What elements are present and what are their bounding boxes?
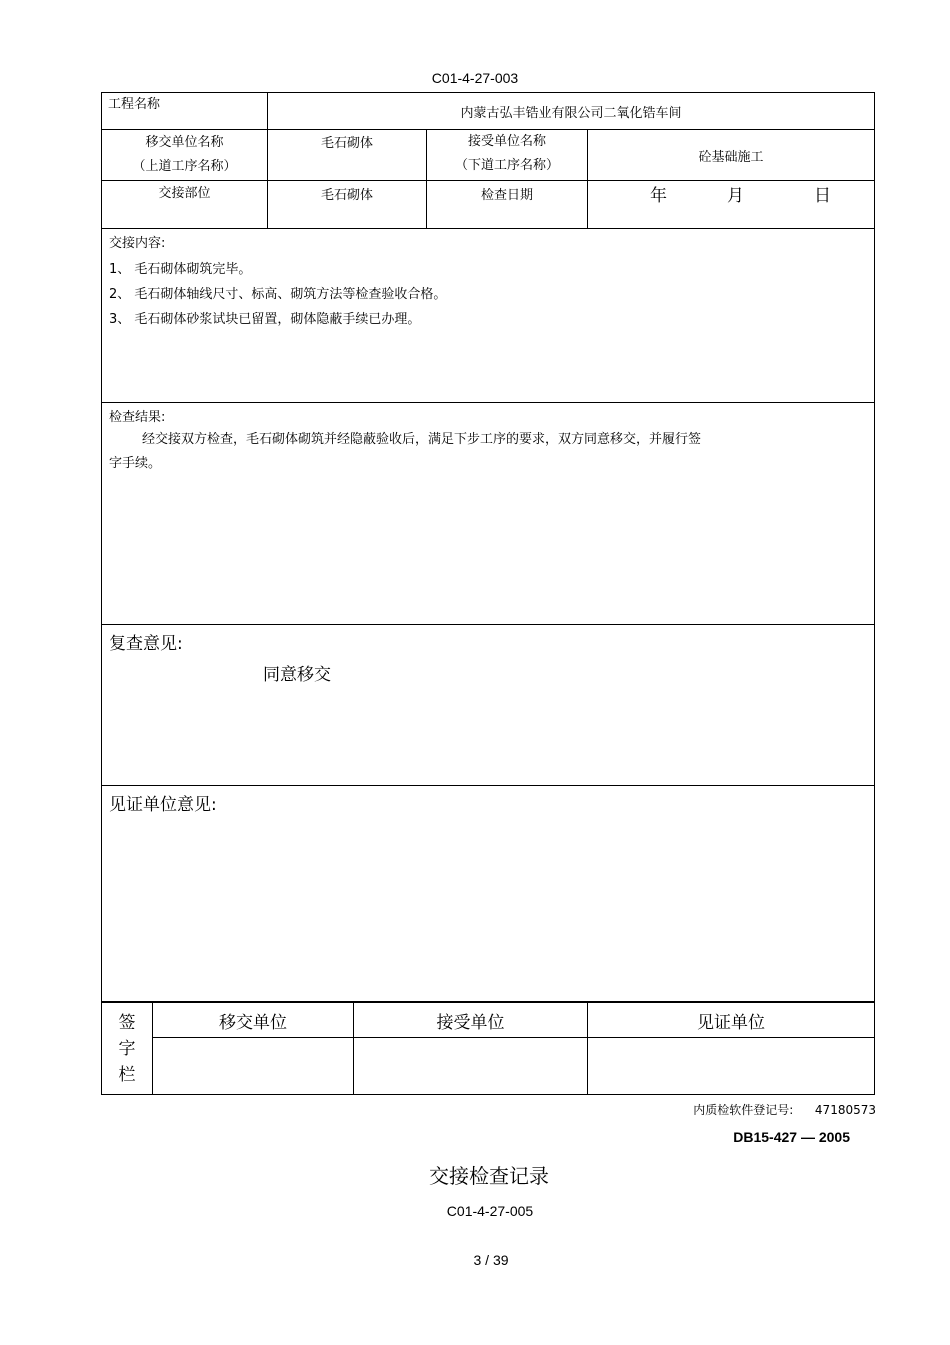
receive-unit-label-line2: （下道工序名称） xyxy=(454,158,559,173)
form-code: C01-4-27-003 xyxy=(431,70,519,86)
handover-unit-label xyxy=(102,130,268,181)
date-day: 日 xyxy=(814,186,831,206)
handover-unit-value: 毛石砌体 xyxy=(268,130,427,181)
sig-witness-unit-cell[interactable] xyxy=(588,1038,875,1095)
sig-witness-unit-header: 见证单位 xyxy=(588,1003,875,1038)
review-opinion-section xyxy=(102,625,875,786)
content-item-2: 2、 毛石砌体轴线尺寸、标高、砌筑方法等检查验收合格。 xyxy=(109,287,447,302)
receive-unit-label-line1: 接受单位名称 xyxy=(467,134,546,149)
handover-part-label: 交接部位 xyxy=(102,181,268,229)
receive-unit-value: 砼基础施工 xyxy=(588,130,875,181)
date-year: 年 xyxy=(650,186,667,206)
sig-receive-unit-header: 接受单位 xyxy=(354,1003,588,1038)
sig-handover-unit-header: 移交单位 xyxy=(153,1003,354,1038)
project-name-label: 工程名称 xyxy=(102,93,268,130)
result-line-2: 字手续。 xyxy=(109,456,162,471)
next-document-title: 交接检查记录 xyxy=(429,1164,549,1188)
handover-unit-label-line2: （上道工序名称） xyxy=(132,159,237,174)
witness-opinion-label: 见证单位意见: xyxy=(109,795,217,815)
handover-content-label: 交接内容: xyxy=(109,236,166,251)
inspection-date-label: 检查日期 xyxy=(427,181,588,229)
handover-unit-label-line1: 移交单位名称 xyxy=(145,135,224,150)
inspection-date-value xyxy=(588,181,875,229)
software-registration xyxy=(693,1101,876,1118)
registration-number: 47180573 xyxy=(814,1103,876,1117)
page-number: 3 / 39 xyxy=(473,1252,509,1268)
sign-char-1: 签 xyxy=(118,1012,136,1033)
inspection-result-section xyxy=(102,403,875,625)
sign-char-2: 字 xyxy=(118,1038,136,1059)
handover-inspection-form xyxy=(101,92,875,1002)
registration-label: 内质检软件登记号: xyxy=(693,1103,794,1117)
content-item-3: 3、 毛石砌体砂浆试块已留置，砌体隐蔽手续已办理。 xyxy=(109,312,421,327)
next-form-code: C01-4-27-005 xyxy=(446,1203,534,1219)
result-line-1: 经交接双方检查，毛石砌体砌筑并经隐蔽验收后，满足下步工序的要求，双方同意移交，并履行签 xyxy=(142,432,702,447)
receive-unit-label xyxy=(427,130,588,181)
signature-table xyxy=(101,1002,875,1095)
review-opinion-label: 复查意见: xyxy=(109,634,183,654)
content-item-1: 1、 毛石砌体砌筑完毕。 xyxy=(109,262,252,277)
standard-code: DB15-427 — 2005 xyxy=(733,1129,850,1145)
handover-content-section xyxy=(102,229,875,403)
sign-char-3: 栏 xyxy=(118,1064,136,1085)
project-name-value: 内蒙古弘丰锆业有限公司二氧化锆车间 xyxy=(268,93,875,130)
inspection-result-label: 检查结果: xyxy=(109,410,166,425)
witness-opinion-section xyxy=(102,786,875,1002)
date-month: 月 xyxy=(727,186,744,206)
signature-column-label xyxy=(102,1003,153,1095)
review-opinion-value: 同意移交 xyxy=(263,665,331,685)
sig-receive-unit-cell[interactable] xyxy=(354,1038,588,1095)
handover-part-value: 毛石砌体 xyxy=(268,181,427,229)
sig-handover-unit-cell[interactable] xyxy=(153,1038,354,1095)
